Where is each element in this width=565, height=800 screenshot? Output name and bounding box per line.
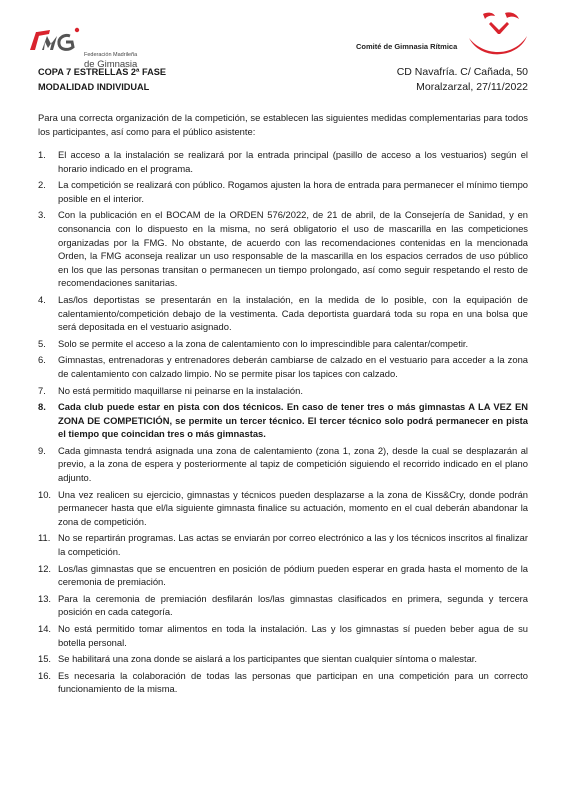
measures-list (38, 148, 528, 696)
fmg-logo (26, 24, 186, 70)
federation-name: de Gimnasia (84, 59, 138, 70)
list-item-number: 16. (38, 669, 52, 681)
list-item (38, 148, 528, 175)
list-item-text: Los/las gimnastas que se encuentren en posición de pódium pueden esperar en grada hasta el momento de la ceremonia de premiación. (58, 562, 528, 588)
list-item-number: 7. (38, 384, 46, 396)
list-item (38, 337, 528, 351)
list-item-number: 9. (38, 444, 46, 456)
list-item-number: 6. (38, 354, 46, 366)
list-item (38, 669, 528, 696)
list-item-text: No está permitido maquillarse ni peinarse en la instalación. (58, 384, 303, 396)
list-item-text: No está permitido tomar alimentos en toda la instalación. Las y los gimnastas sí pueden beber agua de su botella personal. (58, 623, 528, 648)
place-date: Moralzarzal, 27/11/2022 (416, 81, 528, 93)
list-item-text: Gimnastas, entrenadoras y entrenadores deberán cambiarse de calzado en el vestuario para acceder a la zona de calentamiento con calzado limpio. No se permite pisar los tapices con calzado. (58, 354, 528, 379)
intro-paragraph: Para una correcta organización de la competición, se establecen las siguientes medidas complementarias para todos los participantes, así como para el público asistente: (38, 112, 528, 137)
list-item-number: 5. (38, 337, 46, 349)
list-item-text: Solo se permite el acceso a la zona de calentamiento con lo imprescindible para calentar/competir. (58, 337, 469, 349)
list-item-text: La competición se realizará con público. Rogamos ajusten la hora de entrada para permanecer el mínimo tiempo posible en el interior. (58, 179, 528, 204)
list-item-number: 12. (38, 562, 52, 574)
list-item-text: Cada club puede estar en pista con dos técnicos. En caso de tener tres o más gimnastas A LA VEZ EN ZONA DE COMPETICIÓN, se permite un tercer técnico. El tercer técnico solo podrá permanecer en pista el tiempo que coincidan tres o más gimnastas. (58, 401, 528, 440)
list-item-number: 14. (38, 623, 52, 634)
list-item (38, 208, 528, 290)
venue: CD Navafría. C/ Cañada, 50 (396, 66, 528, 78)
list-item-number: 8. (38, 401, 46, 413)
list-item-number: 2. (38, 179, 46, 191)
list-item-number: 11. (38, 532, 51, 544)
list-item-text: El acceso a la instalación se realizará por la entrada principal (pasillo de acceso a los vestuarios) según el horario indicado en el programa. (58, 149, 528, 174)
list-item-text: Para la ceremonia de premiación desfilarán los/las gimnastas clasificados en primera, segunda y tercera posición en cada categoría. (58, 592, 528, 618)
page-header (0, 0, 565, 70)
list-item-text: No se repartirán programas. Las actas se enviarán por correo electrónico a las y los técnicos inscritos al finalizar la competición. (58, 532, 528, 558)
list-item (38, 531, 528, 558)
list-item-number: 1. (38, 149, 46, 160)
competition-name: COPA 7 ESTRELLAS 2ª FASE (38, 67, 166, 77)
list-item-number: 15. (38, 653, 52, 665)
list-item (38, 622, 528, 649)
list-item (38, 562, 528, 589)
list-item (38, 592, 528, 619)
list-item-text: Una vez realicen su ejercicio, gimnastas y técnicos pueden desplazarse a la zona de Kiss&Cry, donde podrán permanecer hasta que el/la siguiente gimnasta finalice su actuación, momento en el cual deberán abandonar la zona de competición. (58, 488, 528, 527)
list-item (38, 178, 528, 205)
list-item (38, 444, 528, 485)
list-item-number: 3. (38, 209, 46, 221)
federation-small-text: Federación Madrileña (84, 52, 138, 58)
list-item (38, 353, 528, 380)
list-item-number: 10. (38, 488, 52, 500)
list-item-number: 13. (38, 592, 52, 604)
list-item (38, 400, 528, 441)
list-item-text: Cada gimnasta tendrá asignada una zona de calentamiento (zona 1, zona 2), desde la cual se desplazarán al previo, a la zona de espera y posteriormente al tapiz de competición siguiendo el recorrido indicado en el plano adjunto. (58, 444, 528, 484)
list-item (38, 652, 528, 666)
rhythmic-gymnastics-logo-icon (465, 10, 531, 64)
list-item-number: 4. (38, 293, 46, 305)
list-item (38, 384, 528, 398)
list-item (38, 293, 528, 334)
list-item (38, 488, 528, 529)
list-item-text: Las/los deportistas se presentarán en la instalación, en la medida de lo posible, con la equipación de calentamiento/competición debajo de la vestimenta. Cada deportista guardará toda su ropa en una bolsa que será depositada en el vestuario asignado. (58, 293, 528, 333)
modality: MODALIDAD INDIVIDUAL (38, 82, 150, 92)
list-item-text: Es necesaria la colaboración de todas las personas que participan en una competición para un correcto funcionamiento de la misma. (58, 669, 528, 695)
list-item-text: Se habilitará una zona donde se aislará a los participantes que sientan cualquier síntoma o malestar. (58, 653, 478, 665)
list-item-text: Con la publicación en el BOCAM de la ORDEN 576/2022, de 21 de abril, de la Consejería de Sanidad, y en consonancia con lo dispuesto en la misma, no será obligatorio el uso de mascarilla en las competiciones organizadas por la FMG. No obstante, de acuerdo con las recomendaciones contenidas en la mencionada Orden, la FMG aconseja realizar un uso responsable de la mascarilla en los espacios cerrados de uso público en los que las personas transitan o permanecen un tiempo prolongado, así como seguir respetando el resto de recomendaciones sanitarias. (58, 209, 528, 289)
fmg-logo-icon (26, 24, 82, 56)
committee-title: Comité de Gimnasia Rítmica (356, 42, 458, 51)
